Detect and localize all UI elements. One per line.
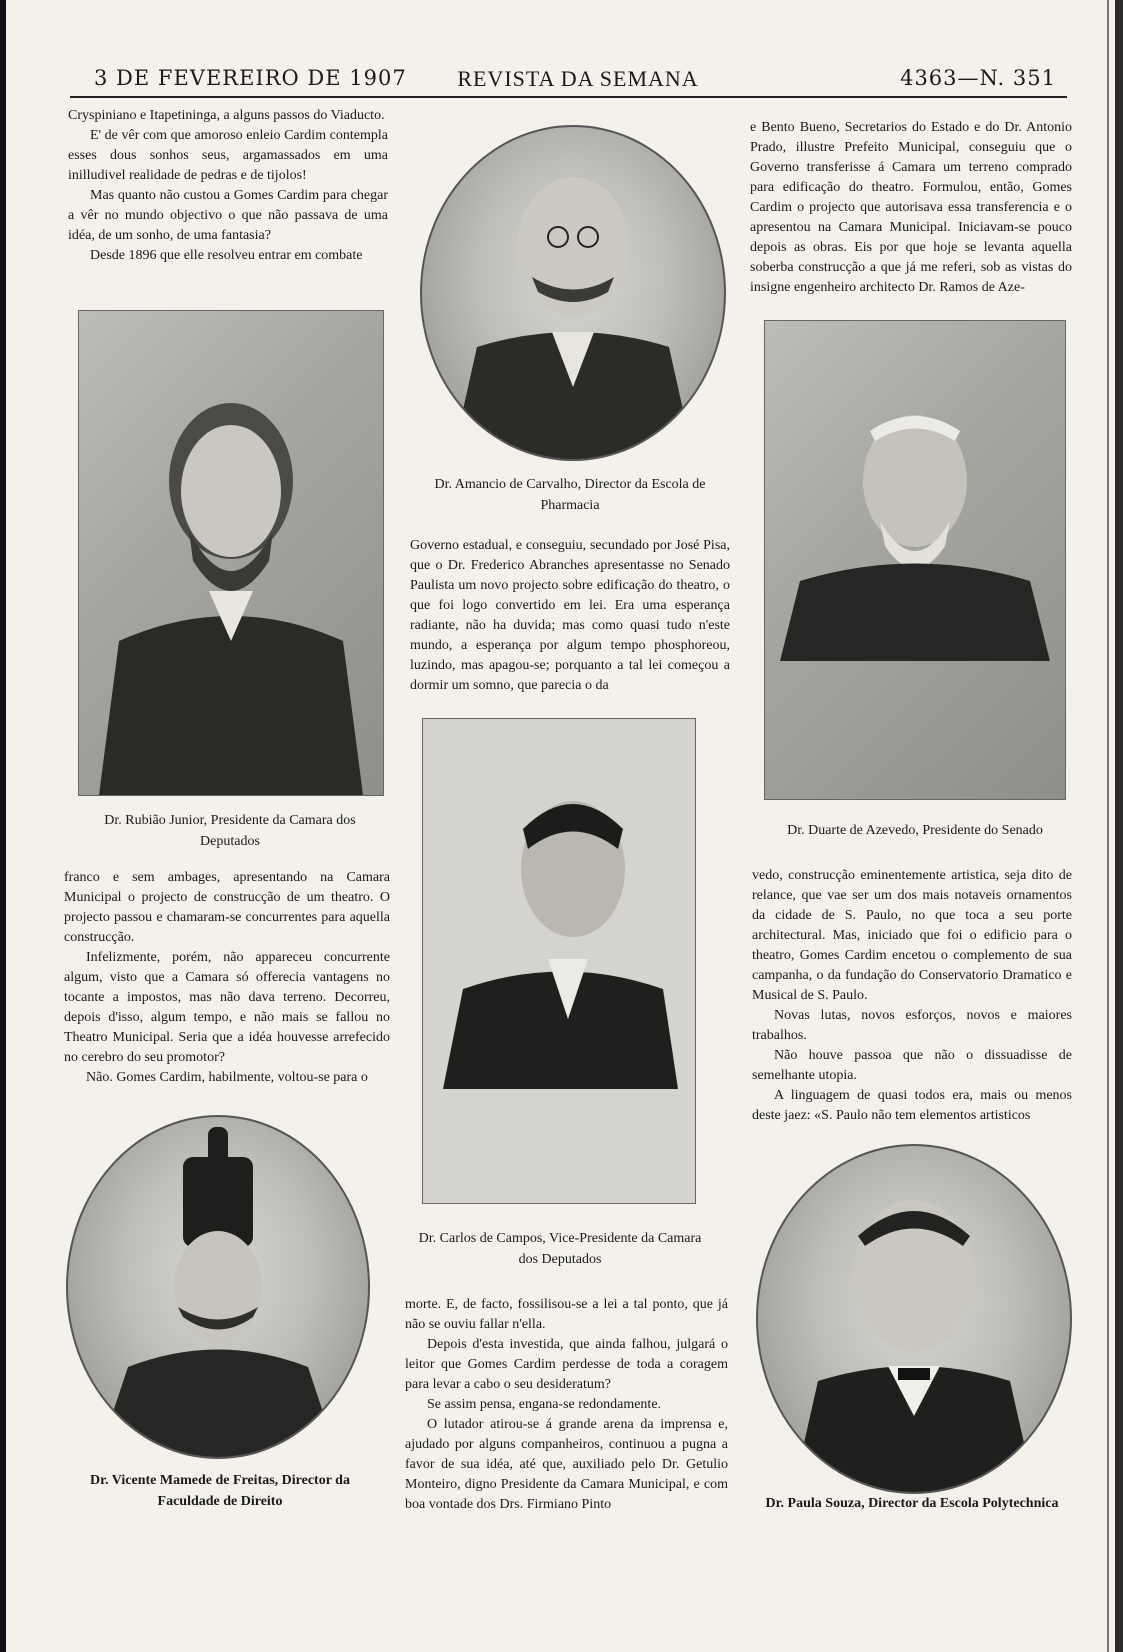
paragraph: Depois d'esta investida, que ainda falhou, julgará o leitor que Gomes Cardim perdesse de toda a coragem para levar a cabo o seu desideratum? <box>405 1337 728 1392</box>
paragraph: vedo, construcção eminentemente artistica, seja dito de relance, que vae ser um dos mais notaveis ornamentos da cidade de S. Paulo, no que toca a seu porte architectural. Mas, iniciado que foi o edificio para o theatro, Gomes Cardim encetou o complemento de sua campanha, o da fundação do Conservatorio Dramatico e Musical de S. Paulo. <box>752 868 1072 1003</box>
paragraph: A linguagem de quasi todos era, mais ou menos deste jaez: «S. Paulo não tem elementos artisticos <box>752 1088 1072 1123</box>
portrait-paula-souza <box>756 1144 1072 1494</box>
paragraph: Mas quanto não custou a Gomes Cardim para chegar a vêr no mundo objectivo o que não passava de uma idéa, de um sonho, de uma fantasia? <box>68 188 388 243</box>
caption-carvalho: Dr. Amancio de Carvalho, Director da Escola de Pharmacia <box>434 477 706 513</box>
paragraph: morte. E, de facto, fossilisou-se a lei a tal ponto, que já não se ouviu fallar n'ella. <box>405 1297 728 1332</box>
col3-middle-text <box>752 866 1072 1126</box>
col2-bottom-text <box>405 1295 728 1515</box>
paragraph: franco e sem ambages, apresentando na Camara Municipal o projecto de construcção de um theatro. O projecto passou e chamaram-se concurrentes para aquella construcção. <box>64 870 390 945</box>
paragraph: Não. Gomes Cardim, habilmente, voltou-se para o <box>86 1070 368 1085</box>
scan-edge-right <box>1115 0 1123 1652</box>
scan-edge-left <box>0 0 6 1652</box>
portrait-vicente-mamede-de-freitas <box>66 1115 370 1459</box>
paragraph: Infelizmente, porém, não appareceu concurrente algum, visto que a Camara só offerecia vantagens no tocante a impostos, mas não dava terreno. Decorreu, depois d'isso, algum tempo, e não mais se fallou no Theatro Municipal. Seria que a idéa houvesse arrefecido no cerebro do seu promotor? <box>64 950 390 1065</box>
col2-middle-text <box>410 536 730 696</box>
caption-azevedo: Dr. Duarte de Azevedo, Presidente do Senado <box>787 823 1043 838</box>
col3-top-text <box>750 118 1072 298</box>
paragraph: e Bento Bueno, Secretarios do Estado e do Dr. Antonio Prado, illustre Prefeito Municipal, conseguiu que o Governo transferisse á Camara um terreno comprado para edificação do theatro. Formulou, então, Gomes Cardim o projecto que autorisava essa transferencia e o apresentou na Camara Municipal. Iniciavam-se pouco depois as obras. Eis por que hoje se levanta aquella soberba construcção a que já me referi, sob as vistas do insigne engenheiro architecto Dr. Ramos de Aze- <box>750 120 1072 295</box>
scan-fold-line <box>1107 0 1109 1652</box>
issue-date: 3 DE FEVEREIRO DE 1907 <box>94 66 407 90</box>
paragraph: Novas lutas, novos esforços, novos e maiores trabalhos. <box>752 1008 1072 1043</box>
caption-freitas: Dr. Vicente Mamede de Freitas, Director da Faculdade de Direito <box>90 1473 350 1509</box>
portrait-duarte-de-azevedo <box>764 320 1066 800</box>
col1-middle-text <box>64 868 390 1088</box>
page-header <box>88 62 1068 96</box>
paragraph: Não houve passoa que não o dissuadisse de semelhante utopia. <box>752 1048 1072 1083</box>
paragraph: E' de vêr com que amoroso enleio Cardim contempla esses dous sonhos seus, argamassados em uma inilludivel realidade de pedras e de tijolos! <box>68 128 388 183</box>
caption-souza: Dr. Paula Souza, Director da Escola Polytechnica <box>765 1496 1059 1511</box>
paragraph: Desde 1896 que elle resolveu entrar em combate <box>90 248 363 263</box>
paragraph: Governo estadual, e conseguiu, secundado por José Pisa, que o Dr. Frederico Abranches apresentasse no Senado Paulista um novo projecto sobre edificação do theatro, o que foi logo convertido em lei. Era uma esperança radiante, não ha duvida; mas como quasi tudo n'este mundo, a esperança por algum tempo phosphoreou, luzindo, mas apagou-se; porquanto a tal lei começou a dormir um somno, que parecia o da <box>410 538 730 693</box>
caption-campos: Dr. Carlos de Campos, Vice-Presidente da Camara dos Deputados <box>418 1231 702 1267</box>
page-number: 4363—N. 351 <box>900 66 1056 90</box>
portrait-amancio-de-carvalho <box>420 125 726 461</box>
paragraph: Cryspiniano e Itapetininga, a alguns passos do Viaducto. <box>68 108 385 123</box>
paragraph: O lutador atirou-se á grande arena da imprensa e, ajudado por alguns companheiros, continuou a pugna a favor de sua idéa, até que, auxiliado pelo Dr. Getulio Monteiro, digno Presidente da Camara Municipal, e com boa vontade dos Drs. Firmiano Pinto <box>405 1417 728 1512</box>
portrait-rubiao-junior <box>78 310 384 796</box>
paragraph: Se assim pensa, engana-se redondamente. <box>427 1397 662 1412</box>
masthead-title: REVISTA DA SEMANA <box>457 66 699 91</box>
caption-rubiao: Dr. Rubião Junior, Presidente da Camara dos Deputados <box>104 813 356 849</box>
header-rule <box>70 96 1067 98</box>
col1-top-text <box>68 106 388 266</box>
portrait-carlos-de-campos <box>422 718 696 1204</box>
